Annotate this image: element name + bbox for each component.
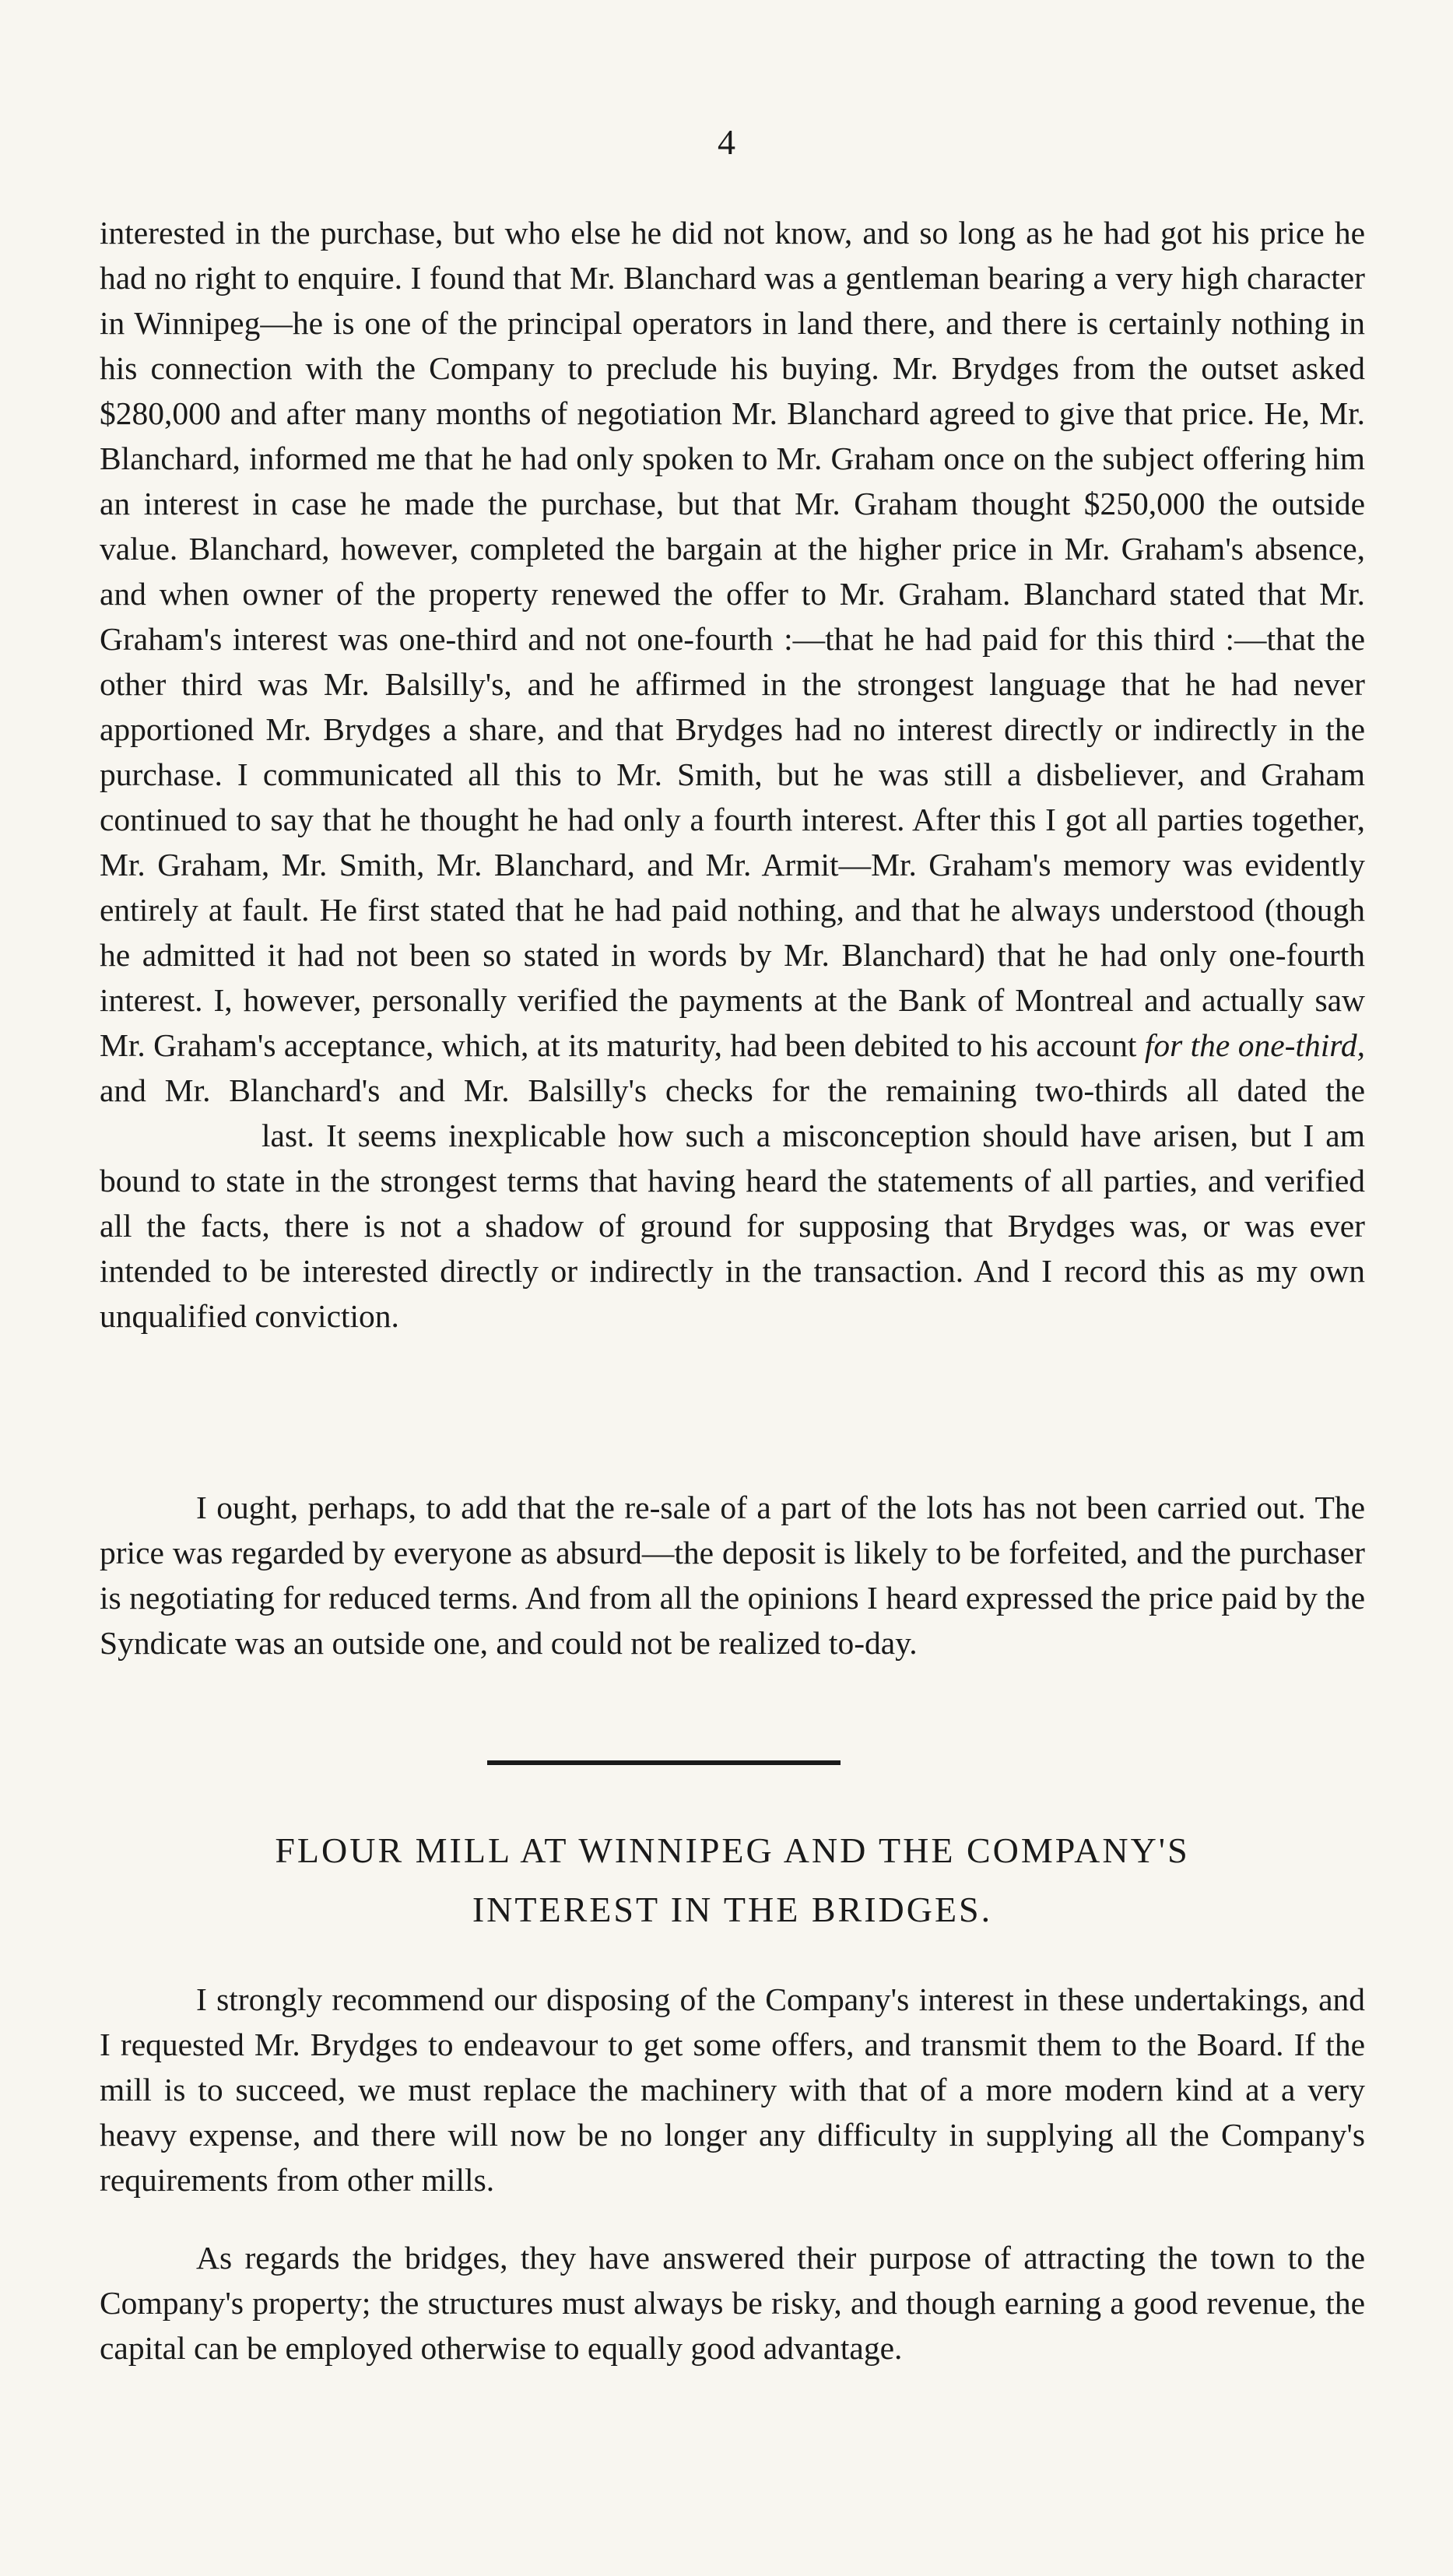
italic-phrase: for the one-third,	[1144, 1027, 1366, 1063]
paragraph-text: and Mr. Blanchard's and Mr. Balsilly's checks for the remaining two-thirds all dated the	[100, 1072, 1365, 1108]
section-divider	[487, 1760, 841, 1765]
paragraph-text: As regards the bridges, they have answered their purpose of attracting the town to the Company's property; the structures must always be risky, and though earning a good revenue, the capital can be employed otherwise to equally good advantage.	[100, 2240, 1365, 2366]
paragraph-flour-mill	[100, 1977, 1365, 2202]
paragraph-text: I strongly recommend our disposing of the Company's interest in these undertakings, and I requested Mr. Brydges to endeavour to get some offers, and transmit them to the Board. If the mill is to succeed, we must replace the machinery with that of a more modern kind at a very heavy expense, and there will now be no longer any difficulty in supplying all the Company's requirements from other mills.	[100, 1981, 1365, 2198]
paragraph-bridges	[100, 2235, 1365, 2371]
heading-line-2: INTEREST IN THE BRIDGES.	[472, 1890, 993, 1929]
paragraph-text: interested in the purchase, but who else he did not know, and so long as he had got his price he had no right to enquire. I found that Mr. Blanchard was a gentleman bearing a very high character in Winnipeg—he is one of the principal operators in land there, and there is certainly nothing in his connection with the Company to preclude his buying. Mr. Brydges from the outset asked $280,000 and after many months of negotiation Mr. Blanchard agreed to give that price. He, Mr. Blanchard, informed me that he had only spoken to Mr. Graham once on the subject offering him an interest in case he made the purchase, but that Mr. Graham thought $250,000 the outside value. Blanchard, however, completed the bargain at the higher price in Mr. Graham's absence, and when owner of the property renewed the offer to Mr. Graham. Blanchard stated that Mr. Graham's interest was one-third and not one-fourth :—that he had paid for this third :—that the other third was Mr. Balsilly's, and he affirmed in the strongest language that he had never apportioned Mr. Brydges a share, and that Brydges had no interest directly or indirectly in the purchase. I communicated all this to Mr. Smith, but he was still a disbeliever, and Graham continued to say that he thought he had only a fourth interest. After this I got all parties together, Mr. Graham, Mr. Smith, Mr. Blanchard, and Mr. Armit—Mr. Graham's memory was evidently entirely at fault. He first stated that he had paid nothing, and that he always understood (though he admitted it had not been so stated in words by Mr. Blanchard) that he had only one-fourth interest. I, however, personally verified the payments at the Bank of Montreal and actually saw Mr. Graham's acceptance, which, at its maturity, had been debited to his account	[100, 215, 1365, 1063]
section-heading	[100, 1821, 1365, 1939]
page-number: 4	[718, 122, 735, 162]
heading-line-1: FLOUR MILL AT WINNIPEG AND THE COMPANY'S	[275, 1830, 1190, 1870]
paragraph-text: last. It seems inexplicable how such a misconception should have arisen, but I am bound to state in the strongest terms that having heard the statements of all parties, and verified all the facts, there is not a shadow of ground for supposing that Brydges was, or was ever intended to be interested directly or indirectly in the transaction. And I record this as my own unqualified conviction.	[100, 1118, 1365, 1334]
paragraph-blanchard-purchase	[100, 210, 1365, 1339]
paragraph-resale-lots	[100, 1485, 1365, 1665]
paragraph-text: I ought, perhaps, to add that the re-sale of a part of the lots has not been carried out. The price was regarded by everyone as absurd—the deposit is likely to be forfeited, and the purchaser is negotiating for reduced terms. And from all the opinions I heard expressed the price paid by the Syndicate was an outside one, and could not be realized to-day.	[100, 1490, 1365, 1661]
